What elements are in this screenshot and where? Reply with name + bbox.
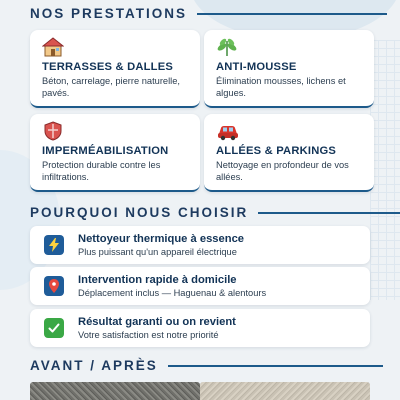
services-section-title (30, 6, 387, 21)
why-section-title (30, 205, 400, 220)
before-photo (30, 382, 200, 400)
why-subtitle: Plus puissant qu'un appareil électrique (78, 247, 237, 257)
why-card-garanti (30, 309, 370, 347)
service-title: ALLÉES & PARKINGS (216, 145, 337, 157)
leaf-icon (216, 36, 364, 58)
after-photo (200, 382, 370, 400)
service-card-terrasses[interactable] (30, 30, 200, 108)
house-icon (42, 36, 190, 58)
service-title: TERRASSES & DALLES (42, 61, 174, 73)
service-description: Protection durable contre les infiltrations. (42, 160, 161, 182)
why-subtitle: Déplacement inclus — Haguenau & alentours (78, 288, 267, 298)
service-description: Béton, carrelage, pierre naturelle, pavés. (42, 76, 180, 98)
shield-icon (42, 120, 190, 142)
service-title: ANTI-MOUSSE (216, 61, 297, 73)
service-card-impermeabilisation[interactable] (30, 114, 200, 192)
location-pin-icon (44, 276, 64, 296)
service-card-allees[interactable] (204, 114, 374, 192)
service-card-anti-mousse[interactable] (204, 30, 374, 108)
lightning-icon (44, 235, 64, 255)
why-title: Intervention rapide à domicile (78, 274, 237, 286)
service-title: IMPERMÉABILISATION (42, 145, 169, 157)
why-title: Nettoyeur thermique à essence (78, 233, 245, 245)
why-title-text: POURQUOI NOUS CHOISIR (30, 205, 249, 220)
why-card-intervention (30, 267, 370, 305)
check-icon (44, 318, 64, 338)
why-title-line (258, 212, 400, 214)
services-title-text: NOS PRESTATIONS (30, 6, 188, 21)
service-description: Élimination mousses, lichens et algues. (216, 76, 346, 98)
before-after-section-title (30, 358, 383, 373)
before-after-title-line (168, 365, 383, 367)
services-title-line (197, 13, 387, 15)
service-description: Nettoyage en profondeur de vos allées. (216, 160, 349, 182)
why-subtitle: Votre satisfaction est notre priorité (78, 330, 219, 340)
why-card-thermique (30, 226, 370, 264)
before-after-title-text: AVANT / APRÈS (30, 358, 158, 373)
background-grid (370, 40, 400, 300)
car-icon (216, 120, 364, 142)
why-title: Résultat garanti ou on revient (78, 316, 236, 328)
